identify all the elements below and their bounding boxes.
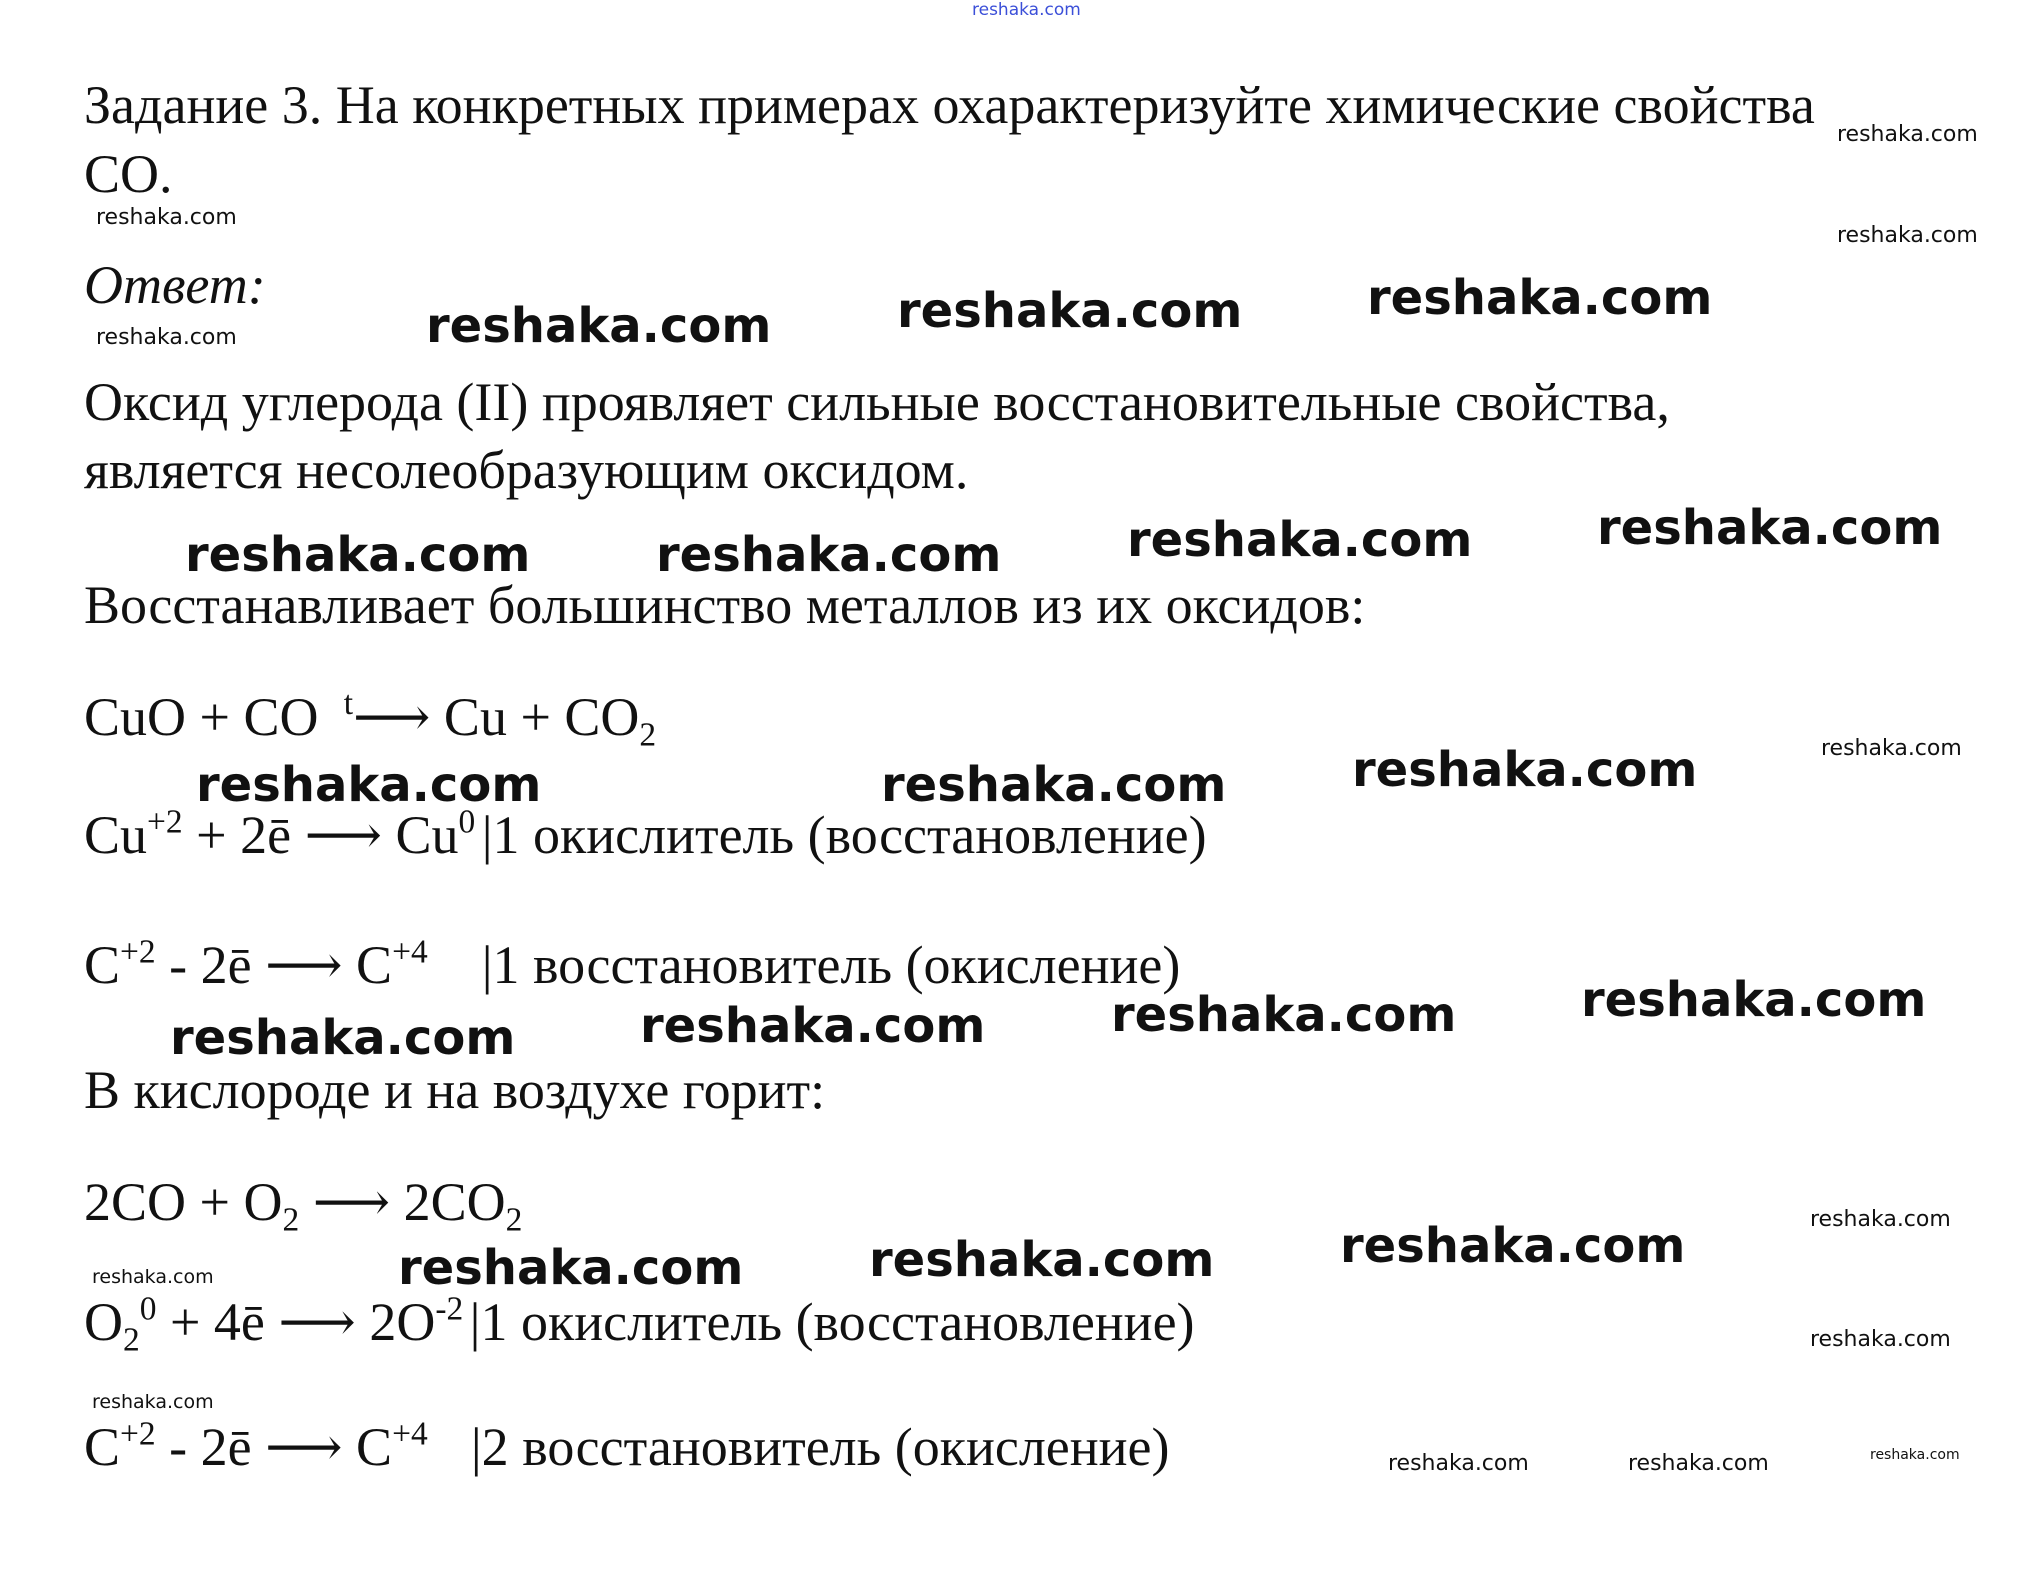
hr2-ox2: +4 [392,933,428,971]
hr4-coefficient: |2 [470,1417,509,1477]
eq1-rhs-subscript: 2 [639,716,657,754]
watermark: reshaka.com [1111,987,1457,1043]
hr3-role: окислитель (восстановление) [520,1292,1195,1352]
watermark: reshaka.com [1810,1207,1951,1232]
task-title-line2: CO. [84,144,173,204]
watermark: reshaka.com [1597,500,1943,556]
watermark: reshaka.com [1127,512,1473,568]
hr2-electrons: - 2ē [169,935,252,995]
intro-line2: является несолеобразующим оксидом. [84,440,969,500]
watermark: reshaka.com [92,1266,214,1288]
arrow-icon: ⟶ [265,1415,343,1478]
arrow-icon: ⟶ [312,1170,391,1233]
eq1-lhs: CuO + CO [84,687,319,747]
watermark: reshaka.com [897,283,1243,339]
hr3-element1: O [84,1292,123,1352]
hr4-role: восстановитель (окисление) [522,1417,1170,1477]
half-reaction-o2 [84,1290,1195,1359]
watermark: reshaka.com [96,205,237,230]
watermark: reshaka.com [92,1391,214,1413]
hr4-element2: C [356,1417,393,1477]
arrow-icon: ⟶ [353,685,431,748]
intro-line1: Оксид углерода (II) проявляет сильные восстановительные свойства, [84,372,1670,432]
watermark: reshaka.com [170,1010,516,1066]
watermark: reshaka.com [1870,1447,1960,1463]
hr3-element1-subscript: 2 [123,1321,140,1359]
hr3-coefficient: |1 [469,1292,508,1352]
watermark: reshaka.com [1837,223,1978,248]
eq1-condition: t [343,685,353,723]
watermark: reshaka.com [1340,1218,1686,1274]
watermark: reshaka.com [640,998,986,1054]
watermark: reshaka.com [1821,736,1962,761]
watermark: reshaka.com [1581,972,1927,1028]
hr1-ox1: +2 [147,803,183,841]
eq2-rhs: 2CO [403,1172,506,1232]
watermark: reshaka.com [1352,742,1698,798]
watermark: reshaka.com [656,527,1002,583]
watermark: reshaka.com [869,1232,1215,1288]
watermark: reshaka.com [1837,122,1978,147]
watermark: reshaka.com [1810,1327,1951,1352]
hr2-element2: C [356,935,393,995]
hr2-element1: C [84,935,121,995]
hr4-electrons: - 2ē [169,1417,252,1477]
eq2-lhs-subscript: 2 [282,1201,300,1239]
section2-heading: В кислороде и на воздухе горит: [84,1060,826,1120]
half-reaction-c-2 [84,1415,1170,1478]
half-reaction-c-1 [84,933,1181,996]
eq1-rhs: Cu + CO [443,687,640,747]
watermark: reshaka.com [398,1240,744,1296]
half-reaction-cu [84,803,1207,866]
hr4-ox2: +4 [392,1415,428,1453]
equation-co-o2 [84,1170,523,1239]
watermark: reshaka.com [426,298,772,354]
hr3-ox1: 0 [139,1290,157,1328]
hr1-electrons: + 2ē [196,805,292,865]
hr2-ox1: +2 [120,933,156,971]
eq2-lhs: 2CO + O [84,1172,283,1232]
section1-heading: Восстанавливает большинство металлов из их оксидов: [84,575,1366,635]
hr4-element1: C [84,1417,121,1477]
arrow-icon: ⟶ [265,933,343,996]
watermark: reshaka.com [96,325,237,350]
watermark: reshaka.com [881,757,1227,813]
hr3-ox2: -2 [435,1290,464,1328]
watermark: reshaka.com [185,527,531,583]
hr1-coefficient: |1 [481,805,520,865]
eq2-rhs-subscript: 2 [505,1201,523,1239]
hr1-element1: Cu [84,805,148,865]
watermark: reshaka.com [972,0,1081,20]
hr1-element2: Cu [395,805,459,865]
watermark: reshaka.com [196,757,542,813]
hr4-ox1: +2 [120,1415,156,1453]
hr2-coefficient: |1 [481,935,520,995]
hr2-role: восстановитель (окисление) [533,935,1181,995]
watermark: reshaka.com [1628,1451,1769,1476]
equation-cuo-co [84,685,657,754]
answer-label: Ответ: [84,255,266,315]
hr1-ox2: 0 [458,803,476,841]
arrow-icon: ⟶ [304,803,382,866]
hr3-electrons: + 4ē [169,1292,265,1352]
hr1-role: окислитель (восстановление) [533,805,1207,865]
watermark: reshaka.com [1367,270,1713,326]
watermark: reshaka.com [1388,1451,1529,1476]
arrow-icon: ⟶ [278,1290,356,1353]
task-title-line1: Задание 3. На конкретных примерах охарактеризуйте химические свойства [84,75,1815,135]
hr3-element2: 2O [369,1292,436,1352]
